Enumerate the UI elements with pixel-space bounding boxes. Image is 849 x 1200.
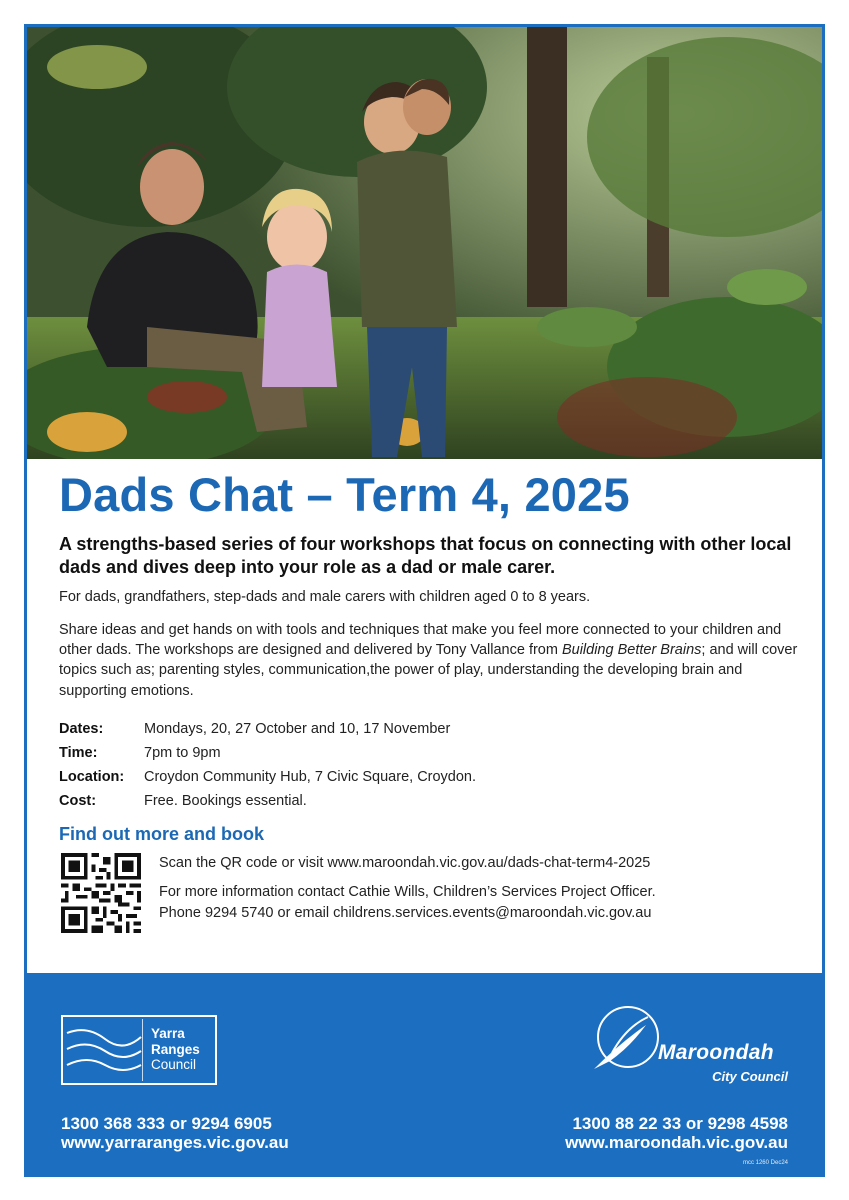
- description-emphasis: Building Better Brains: [561, 642, 702, 659]
- description-text: [59, 620, 799, 701]
- yarra-name-line1: Yarra: [151, 1026, 185, 1041]
- yarra-contact: [61, 1115, 289, 1152]
- main-content: [59, 459, 799, 933]
- yarra-ranges-logo: [61, 1015, 217, 1085]
- maroondah-subtitle: City Council: [712, 1069, 788, 1084]
- qr-code-icon[interactable]: [59, 853, 143, 933]
- yarra-river-icon: [65, 1019, 143, 1081]
- book-phone-email-text[interactable]: Phone 9294 5740 or email childrens.services.events@maroondah.vic.gov.au: [159, 905, 652, 922]
- book-section: [59, 853, 799, 933]
- detail-location-value: Croydon Community Hub, 7 Civic Square, Croydon.: [144, 768, 477, 785]
- maroondah-phone[interactable]: 1300 88 22 33 or 9298 4598: [572, 1114, 788, 1133]
- print-code: mcc 1260 Dec24: [742, 1160, 788, 1166]
- detail-time-value: 7pm to 9pm: [144, 744, 221, 761]
- maroondah-contact: [565, 1115, 788, 1152]
- detail-dates-label: Dates:: [59, 720, 104, 737]
- detail-location: [59, 767, 799, 788]
- footer: [27, 973, 822, 1174]
- maroondah-logo: [590, 1003, 790, 1093]
- hero-photo: [27, 27, 822, 459]
- lead-text: A strengths-based series of four workshops that focus on connecting with other local dads and dives deep into your role as a dad or male carer.: [59, 533, 792, 578]
- yarra-name-line2: Ranges: [151, 1041, 200, 1057]
- maroondah-website[interactable]: www.maroondah.vic.gov.au: [565, 1132, 788, 1152]
- maroondah-name: Maroondah: [658, 1041, 774, 1064]
- yarra-name-line3: Council: [151, 1057, 197, 1073]
- flyer-frame: [24, 24, 825, 1177]
- book-contact-text: For more information contact Cathie Wills, Children’s Services Project Officer.: [159, 884, 656, 901]
- detail-dates: [59, 719, 799, 740]
- yarra-website[interactable]: www.yarraranges.vic.gov.au: [61, 1132, 289, 1152]
- detail-cost: [59, 791, 799, 812]
- detail-dates-value: Mondays, 20, 27 October and 10, 17 November: [144, 720, 451, 737]
- detail-time: [59, 743, 799, 764]
- yarra-ranges-name: [151, 1026, 200, 1073]
- book-heading: Find out more and book: [59, 824, 264, 845]
- book-visit-text[interactable]: Scan the QR code or visit www.maroondah.vic.gov.au/dads-chat-term4-2025: [159, 855, 651, 872]
- garden-family-illustration: [27, 27, 822, 459]
- audience-text: For dads, grandfathers, step-dads and male carers with children aged 0 to 8 years.: [59, 589, 591, 606]
- yarra-phone[interactable]: 1300 368 333 or 9294 6905: [61, 1114, 272, 1133]
- details-list: [59, 719, 799, 812]
- detail-cost-value: Free. Bookings essential.: [144, 793, 307, 809]
- page-title: Dads Chat – Term 4, 2025: [59, 468, 630, 521]
- book-text: [159, 853, 656, 933]
- detail-time-label: Time:: [59, 744, 98, 761]
- description-part2: ; and will cover topics such as; parenting styles, communication,the power of play, understanding the developing brain and supporting emotions.: [59, 642, 798, 699]
- description-part1: Share ideas and get hands on with tools and techniques that make you feel more connected to your children and other dads. The workshops are designed and delivered by Tony Vallance from: [59, 621, 782, 659]
- detail-cost-label: Cost:: [59, 793, 97, 809]
- detail-location-label: Location:: [59, 768, 125, 785]
- maroondah-swoosh-icon: [590, 1003, 660, 1073]
